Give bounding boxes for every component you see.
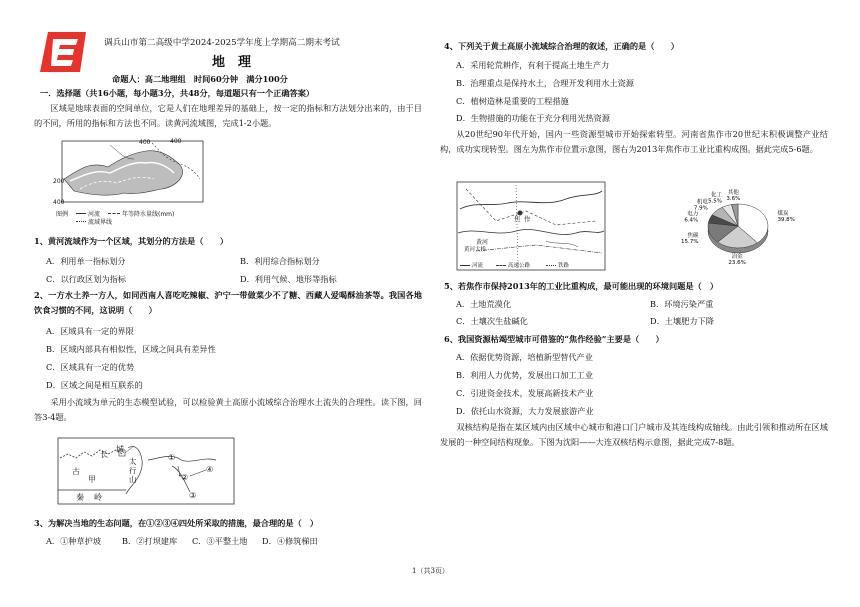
q4-option-d: D．生物措施的功能在于充分利用光热资源 — [456, 113, 610, 123]
label-ling: 岭 — [94, 493, 102, 502]
pie-label-1: 煤炭 39.8% — [777, 210, 795, 223]
pie-label-2: 冶金 23.6% — [728, 253, 746, 266]
legend-river-line — [76, 213, 86, 214]
legend-boundary-line — [76, 221, 86, 222]
intro-q1-2: 区域是地球表面的空间单位，它是人们在地理差异的基础上，按一定的指标和方法划分出来的，由于目的不同，所用的指标和方法也不同。读黄河流域图，完成1-2小题。 — [34, 103, 422, 128]
q2-option-a: A．区域具有一定的界限 — [46, 326, 134, 336]
q6-option-b: B．利用人力优势，发展出口加工工业 — [456, 370, 594, 380]
page-number: 1（共3页） — [412, 567, 449, 575]
jiaozuo-location-map — [456, 181, 606, 271]
marker-2: ② — [181, 473, 189, 482]
question-2-stem: 2、一方水土养一方人，如同西南人喜吃吃辣椒、沪宁一带做菜少不了糖、西藏人爱喝酥油茶等。我国各地饮食习惯的不同，这说明（ ） — [34, 290, 422, 315]
q2-option-b: B．区域内部具有相似性，区域之间具有差异性 — [46, 344, 216, 354]
label-tai: 太 — [129, 457, 137, 466]
legend-boundary: 流域界线 — [88, 219, 113, 226]
q5-option-a: A．土地荒漠化 — [456, 299, 512, 309]
legend-title: 图例 — [56, 211, 69, 218]
pie-label-7: 其他 3.6% — [726, 190, 741, 203]
legend-river-line-2 — [460, 265, 470, 266]
q1-option-d: D．利用气候、地形等指标 — [240, 274, 337, 284]
question-5-stem: 5、若焦作市保持2013年的工业比重构成，最可能出现的环境问题是（ ） — [444, 281, 719, 291]
q3-option-b: B．②打坝建库 — [122, 536, 178, 546]
marker-3: ③ — [189, 491, 197, 500]
q4-option-c: C．植树造林是重要的工程措施 — [456, 96, 569, 106]
pie-label-6: 化工 5.5% — [708, 192, 723, 205]
intro-q7-8: 双核结构是指在某区域内由区域中心城市和港口门户城市及其连线构成轴线。由此引领和推动所在区域发展的一种空间结构现象。下图为沈阳——大连双核结构示意图，据此完成7-8题。 — [440, 422, 828, 447]
q1-option-a: A．利用单一指标划分 — [46, 256, 126, 266]
legend-river: 河流 — [88, 211, 101, 218]
label-cheng: 城 — [116, 445, 124, 454]
legend-railway-line — [546, 265, 556, 266]
q3-option-a: A．①种草护坡 — [46, 536, 102, 546]
isoline-label-left-1: 200 — [53, 178, 65, 185]
pie-label-3: 焦碳 15.7% — [680, 232, 699, 245]
yellow-river-map — [50, 138, 205, 226]
map-label-yellow-river: 黄河 — [476, 239, 489, 246]
label-jia: 甲 — [88, 475, 96, 484]
isoline-label-top-1: 400 — [139, 139, 151, 146]
map-legend-railway: 铁路 — [558, 263, 570, 269]
legend-highway-line — [496, 265, 506, 266]
marker-4: ④ — [206, 465, 214, 474]
q3-option-c: C．③平整土地 — [192, 536, 248, 546]
school-logo — [38, 30, 88, 74]
map-label-zuo: 作 — [524, 215, 531, 223]
isoline-label-top-2: 400 — [170, 138, 182, 145]
section-heading: 一．选择题（共16小题，每小题3分，共48分，每道题只有一个正确答案） — [40, 88, 315, 98]
q4-option-a: A．采用轮荒耕作，有利于提高土地生产力 — [456, 60, 610, 70]
subject-title: 地 理 — [212, 55, 252, 70]
q1-option-c: C．以行政区划为指标 — [46, 274, 126, 284]
isoline-label-left-2: 400 — [53, 199, 65, 206]
intro-q5-6: 从20世纪90年代开始，国内一些资源型城市开始探索转型。河南省焦作市20世纪末积极调整产业结构，成功实现转型。图左为焦作市位置示意图，图右为2013年焦作市工业比重构成图。据此完成5-6题。 — [440, 129, 828, 154]
question-3-stem: 3、为解决当地的生态问题，在①②③④四处所采取的措施，最合理的是（ ） — [34, 518, 319, 528]
q4-option-b: B．治理重点是保持水土，合理开发利用水土资源 — [456, 78, 634, 88]
question-1-stem: 1、黄河流域作为一个区域，其划分的方法是（ ） — [34, 236, 229, 246]
map-legend-river: 河流 — [472, 263, 484, 269]
intro-q3-4: 采用小流域为单元的生态模型试验，可以检验黄土高原小流域综合治理水土流失的合理性。读下图，回答3-4题。 — [34, 397, 422, 422]
q5-option-b: B．环境污染严重 — [650, 299, 714, 309]
q5-option-d: D．土壤肥力下降 — [650, 316, 714, 326]
legend-isoline-line — [108, 213, 120, 214]
question-6-stem: 6、我国资源枯竭型城市可借鉴的“焦作经验”主要是（ ） — [444, 334, 664, 344]
q6-option-a: A．依据优势资源，培植新型替代产业 — [456, 352, 593, 362]
label-gu: 古 — [72, 467, 80, 476]
q5-option-c: C．土壤次生盐碱化 — [456, 316, 528, 326]
pie-label-5: 机电 7.9% — [693, 199, 708, 212]
q3-option-d: D．④修筑梯田 — [262, 536, 318, 546]
q6-option-c: C．引进资金技术，发展高新技术产业 — [456, 388, 594, 398]
map-label-jiao: 焦 — [514, 215, 521, 223]
industry-pie-chart — [628, 182, 795, 272]
q6-option-d: D．依托山水资源，大力发展旅游产业 — [456, 406, 594, 416]
map-legend-highway: 高速公路 — [508, 263, 531, 269]
map-label-bridge: 黄河大桥 — [464, 247, 487, 253]
exam-meta: 命题人：高二地理组 时间60分钟 满分100分 — [112, 74, 288, 84]
exam-title: 调兵山市第二高级中学2024-2025学年度上学期高二期末考试 — [104, 38, 340, 48]
label-chang: 长 — [100, 450, 108, 459]
label-shan: 山 — [129, 475, 137, 484]
label-qin: 秦 — [76, 493, 84, 502]
loess-plateau-diagram — [56, 436, 236, 506]
question-4-stem: 4、下列关于黄土高原小流域综合治理的叙述，正确的是（ ） — [444, 41, 679, 51]
q1-option-b: B．利用综合指标划分 — [240, 256, 320, 266]
legend-isoline: 年等降水量线(mm) — [122, 211, 175, 218]
marker-1: ① — [168, 453, 176, 462]
pie-svg — [628, 182, 795, 272]
q2-option-d: D．区域之间是相互联系的 — [46, 380, 143, 390]
label-hang: 行 — [129, 466, 137, 475]
pie-label-4: 电力 6.4% — [684, 211, 699, 224]
q2-option-c: C．区域具有一定的优势 — [46, 362, 135, 372]
